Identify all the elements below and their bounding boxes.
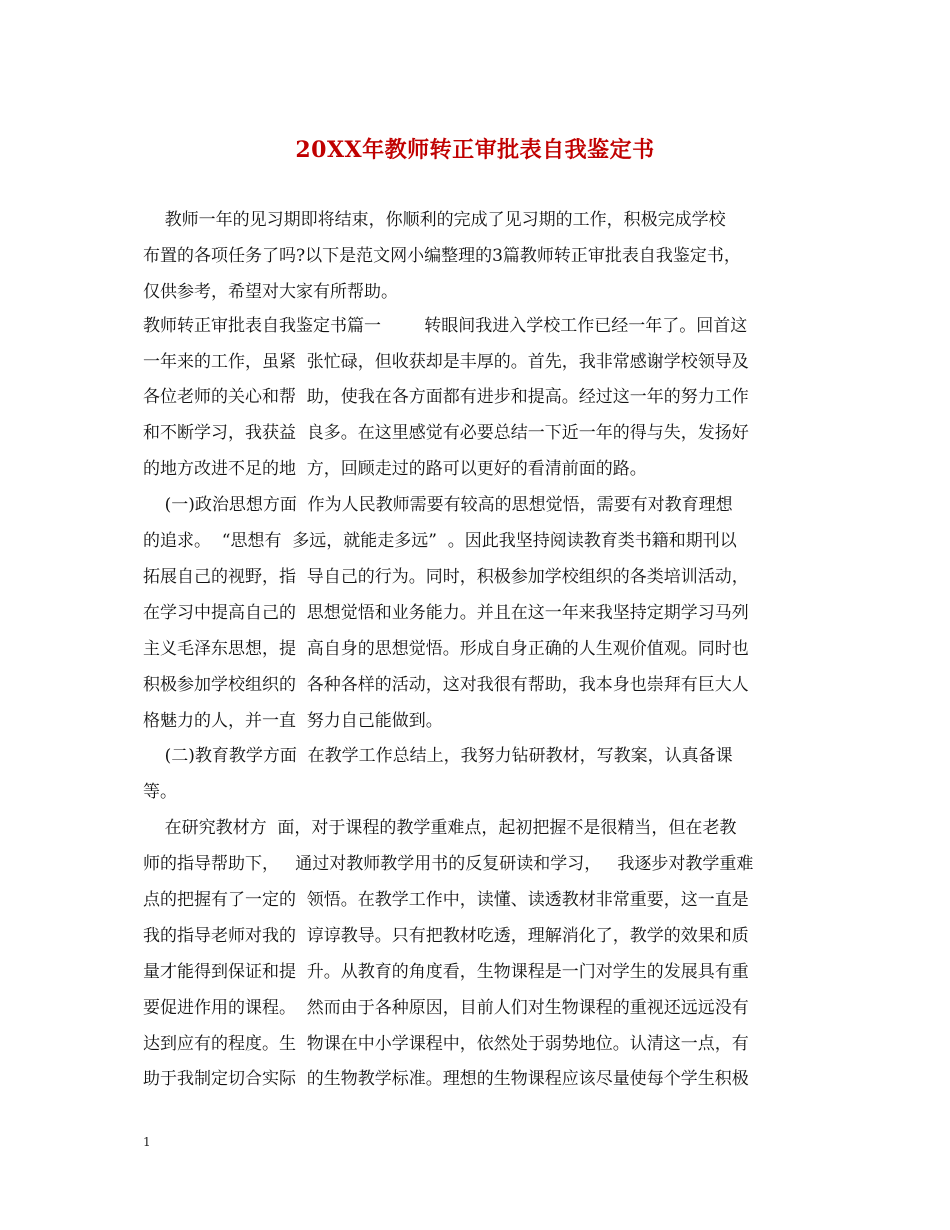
body-line: 的追求。 “思想有 多远，就能走多远” 。因此我坚持阅读教育类书籍和期刊以: [143, 531, 737, 551]
body-line: 各位老师的关心和帮 助，使我在各方面都有进步和提高。经过这一年的努力工作: [143, 387, 749, 407]
body-line: 的地方改进不足的地 方，回顾走过的路可以更好的看清前面的路。: [143, 459, 647, 479]
body-line: 要促进作用的课程。 然而由于各种原因，目前人们对生物课程的重视还远远没有: [143, 998, 749, 1018]
page-number: 1: [143, 1135, 151, 1149]
body-line: 一年来的工作，虽紧 张忙碌，但收获却是丰厚的。首先，我非常感谢学校领导及: [143, 352, 749, 372]
body-line: 师的指导帮助下， 通过对教师教学用书的反复研读和学习， 我逐步对教学重难: [143, 854, 754, 874]
body-line: 在研究教材方 面，对于课程的教学重难点，起初把握不是很精当，但在老教: [143, 818, 737, 838]
body-line: 仅供参考，希望对大家有所帮助。: [143, 282, 398, 302]
body-line: 我的指导老师对我的 谆谆教导。只有把教材吃透，理解消化了，教学的效果和质: [143, 926, 749, 946]
body-line: 教师一年的见习期即将结束，你顺利的完成了见习期的工作，积极完成学校: [143, 210, 726, 230]
body-line: 点的把握有了一定的 领悟。在教学工作中，读懂、读透教材非常重要，这一直是: [143, 890, 749, 910]
body-line: 拓展自己的视野，指 导自己的行为。同时，积极参加学校组织的各类培训活动，: [143, 567, 749, 587]
body-line: 助于我制定切合实际 的生物教学标准。理想的生物课程应该尽量使每个学生积极: [143, 1069, 749, 1089]
body-line: 等。: [143, 782, 177, 802]
body-line: 积极参加学校组织的 各种各样的活动，这对我很有帮助，我本身也崇拜有巨大人: [143, 675, 749, 695]
body-line: 在学习中提高自己的 思想觉悟和业务能力。并且在这一年来我坚持定期学习马列: [143, 603, 749, 623]
body-line: 格魅力的人，并一直 努力自己能做到。: [143, 711, 443, 731]
body-line: 主义毛泽东思想，提 高自身的思想觉悟。形成自身正确的人生观价值观。同时也: [143, 639, 749, 659]
document-title: 20XX年教师转正审批表自我鉴定书: [295, 137, 655, 163]
body-line: 量才能得到保证和提 升。从教育的角度看，生物课程是一门对学生的发展具有重: [143, 962, 749, 982]
body-line: 布置的各项任务了吗?以下是范文网小编整理的3篇教师转正审批表自我鉴定书，: [143, 246, 741, 266]
body-line: 和不断学习，我获益 良多。在这里感觉有必要总结一下近一年的得与失，发扬好: [143, 423, 749, 443]
body-line: 教师转正审批表自我鉴定书篇一 转眼间我进入学校工作已经一年了。回首这: [143, 316, 748, 336]
body-line: 达到应有的程度。生 物课在中小学课程中，依然处于弱势地位。认清这一点，有: [143, 1034, 749, 1054]
body-line: (二)教育教学方面 在教学工作总结上，我努力钻研教材，写教案，认真备课: [143, 746, 733, 766]
body-line: (一)政治思想方面 作为人民教师需要有较高的思想觉悟，需要有对教育理想: [143, 495, 733, 515]
